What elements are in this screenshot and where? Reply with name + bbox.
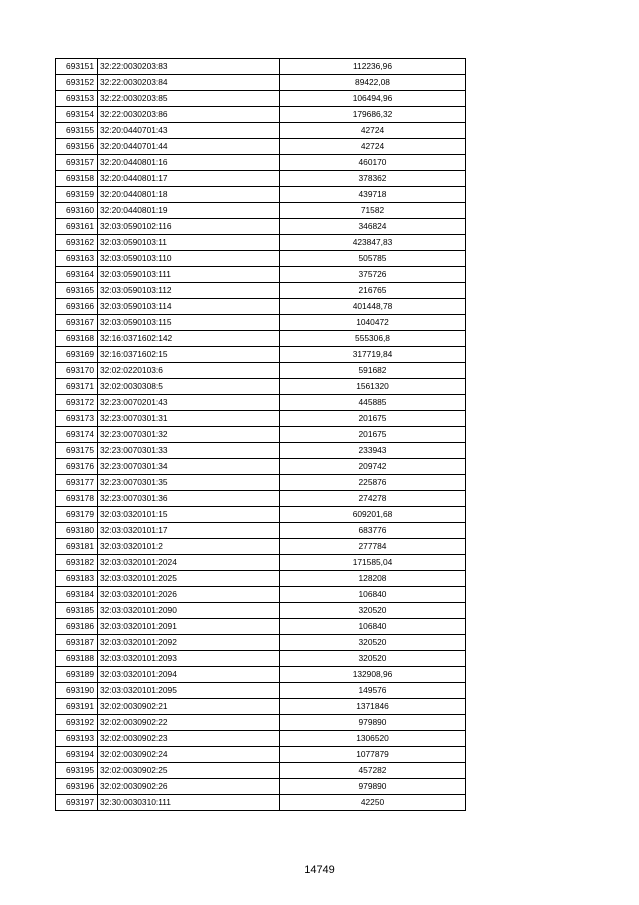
table-row (56, 299, 466, 315)
value-cell: 683776 (280, 523, 466, 539)
table-row (56, 667, 466, 683)
cadastral-number-cell: 32:20:0440701:44 (98, 139, 280, 155)
row-id-cell: 693194 (56, 747, 98, 763)
cadastral-number-cell: 32:23:0070301:32 (98, 427, 280, 443)
table-row (56, 315, 466, 331)
table-row (56, 795, 466, 811)
value-cell: 505785 (280, 251, 466, 267)
row-id-cell: 693188 (56, 651, 98, 667)
cadastral-number-cell: 32:02:0030902:25 (98, 763, 280, 779)
value-cell: 460170 (280, 155, 466, 171)
row-id-cell: 693197 (56, 795, 98, 811)
table-row (56, 171, 466, 187)
value-cell: 233943 (280, 443, 466, 459)
cadastral-value-table (55, 58, 466, 811)
cadastral-number-cell: 32:23:0070301:36 (98, 491, 280, 507)
value-cell: 401448,78 (280, 299, 466, 315)
row-id-cell: 693182 (56, 555, 98, 571)
cadastral-number-cell: 32:03:0320101:2025 (98, 571, 280, 587)
row-id-cell: 693180 (56, 523, 98, 539)
row-id-cell: 693187 (56, 635, 98, 651)
cadastral-number-cell: 32:03:0590102:116 (98, 219, 280, 235)
table-row (56, 763, 466, 779)
table-row (56, 267, 466, 283)
table-row (56, 475, 466, 491)
table-row (56, 347, 466, 363)
row-id-cell: 693157 (56, 155, 98, 171)
row-id-cell: 693162 (56, 235, 98, 251)
cadastral-number-cell: 32:23:0070301:31 (98, 411, 280, 427)
row-id-cell: 693179 (56, 507, 98, 523)
cadastral-number-cell: 32:03:0590103:110 (98, 251, 280, 267)
value-cell: 179686,32 (280, 107, 466, 123)
row-id-cell: 693186 (56, 619, 98, 635)
value-cell: 317719,84 (280, 347, 466, 363)
value-cell: 423847,83 (280, 235, 466, 251)
table-row (56, 251, 466, 267)
value-cell: 445885 (280, 395, 466, 411)
row-id-cell: 693176 (56, 459, 98, 475)
table-row (56, 619, 466, 635)
row-id-cell: 693172 (56, 395, 98, 411)
cadastral-number-cell: 32:02:0030902:21 (98, 699, 280, 715)
cadastral-number-cell: 32:30:0030310:111 (98, 795, 280, 811)
value-cell: 89422,08 (280, 75, 466, 91)
table-row (56, 395, 466, 411)
row-id-cell: 693169 (56, 347, 98, 363)
value-cell: 1306520 (280, 731, 466, 747)
cadastral-number-cell: 32:23:0070301:34 (98, 459, 280, 475)
table-row (56, 123, 466, 139)
table-row (56, 427, 466, 443)
row-id-cell: 693160 (56, 203, 98, 219)
row-id-cell: 693151 (56, 59, 98, 75)
value-cell: 71582 (280, 203, 466, 219)
cadastral-number-cell: 32:03:0320101:2091 (98, 619, 280, 635)
table-row (56, 443, 466, 459)
row-id-cell: 693161 (56, 219, 98, 235)
table-row (56, 203, 466, 219)
table-row (56, 235, 466, 251)
table-row (56, 555, 466, 571)
cadastral-number-cell: 32:03:0320101:2 (98, 539, 280, 555)
table-row (56, 731, 466, 747)
table-row (56, 603, 466, 619)
cadastral-number-cell: 32:03:0320101:2090 (98, 603, 280, 619)
value-cell: 439718 (280, 187, 466, 203)
value-cell: 277784 (280, 539, 466, 555)
value-cell: 320520 (280, 603, 466, 619)
table-row (56, 75, 466, 91)
table-row (56, 59, 466, 75)
value-cell: 225876 (280, 475, 466, 491)
cadastral-number-cell: 32:03:0590103:115 (98, 315, 280, 331)
value-cell: 1077879 (280, 747, 466, 763)
row-id-cell: 693165 (56, 283, 98, 299)
value-cell: 171585,04 (280, 555, 466, 571)
cadastral-number-cell: 32:16:0371602:142 (98, 331, 280, 347)
cadastral-number-cell: 32:23:0070201:43 (98, 395, 280, 411)
table-row (56, 651, 466, 667)
row-id-cell: 693191 (56, 699, 98, 715)
row-id-cell: 693190 (56, 683, 98, 699)
cadastral-number-cell: 32:02:0030902:23 (98, 731, 280, 747)
table-row (56, 459, 466, 475)
row-id-cell: 693163 (56, 251, 98, 267)
row-id-cell: 693167 (56, 315, 98, 331)
row-id-cell: 693171 (56, 379, 98, 395)
value-cell: 609201,68 (280, 507, 466, 523)
cadastral-number-cell: 32:22:0030203:86 (98, 107, 280, 123)
row-id-cell: 693178 (56, 491, 98, 507)
cadastral-number-cell: 32:16:0371602:15 (98, 347, 280, 363)
cadastral-number-cell: 32:02:0220103:6 (98, 363, 280, 379)
table-row (56, 779, 466, 795)
cadastral-number-cell: 32:20:0440801:16 (98, 155, 280, 171)
table-row (56, 747, 466, 763)
cadastral-number-cell: 32:03:0320101:2024 (98, 555, 280, 571)
row-id-cell: 693164 (56, 267, 98, 283)
row-id-cell: 693196 (56, 779, 98, 795)
cadastral-number-cell: 32:20:0440801:18 (98, 187, 280, 203)
value-cell: 216765 (280, 283, 466, 299)
cadastral-number-cell: 32:20:0440701:43 (98, 123, 280, 139)
row-id-cell: 693166 (56, 299, 98, 315)
table-row (56, 107, 466, 123)
value-cell: 149576 (280, 683, 466, 699)
value-cell: 201675 (280, 411, 466, 427)
cadastral-number-cell: 32:03:0320101:2094 (98, 667, 280, 683)
row-id-cell: 693159 (56, 187, 98, 203)
row-id-cell: 693174 (56, 427, 98, 443)
value-cell: 106840 (280, 587, 466, 603)
cadastral-number-cell: 32:03:0590103:11 (98, 235, 280, 251)
value-cell: 1561320 (280, 379, 466, 395)
value-cell: 457282 (280, 763, 466, 779)
row-id-cell: 693173 (56, 411, 98, 427)
table-row (56, 683, 466, 699)
value-cell: 201675 (280, 427, 466, 443)
value-cell: 106840 (280, 619, 466, 635)
value-cell: 42724 (280, 123, 466, 139)
table-row (56, 699, 466, 715)
value-cell: 42724 (280, 139, 466, 155)
table-row (56, 571, 466, 587)
value-cell: 591682 (280, 363, 466, 379)
row-id-cell: 693177 (56, 475, 98, 491)
value-cell: 128208 (280, 571, 466, 587)
cadastral-number-cell: 32:03:0320101:2095 (98, 683, 280, 699)
cadastral-number-cell: 32:03:0320101:17 (98, 523, 280, 539)
cadastral-number-cell: 32:22:0030203:85 (98, 91, 280, 107)
value-cell: 209742 (280, 459, 466, 475)
cadastral-number-cell: 32:02:0030902:26 (98, 779, 280, 795)
table-row (56, 491, 466, 507)
cadastral-number-cell: 32:03:0320101:2092 (98, 635, 280, 651)
table-row (56, 219, 466, 235)
cadastral-number-cell: 32:02:0030902:22 (98, 715, 280, 731)
value-cell: 979890 (280, 779, 466, 795)
table-row (56, 155, 466, 171)
table-row (56, 411, 466, 427)
table-row (56, 91, 466, 107)
table-row (56, 363, 466, 379)
table-body (56, 59, 466, 811)
value-cell: 979890 (280, 715, 466, 731)
cadastral-number-cell: 32:03:0590103:112 (98, 283, 280, 299)
value-cell: 555306,8 (280, 331, 466, 347)
value-cell: 132908,96 (280, 667, 466, 683)
table-row (56, 523, 466, 539)
cadastral-number-cell: 32:03:0590103:114 (98, 299, 280, 315)
row-id-cell: 693154 (56, 107, 98, 123)
value-cell: 375726 (280, 267, 466, 283)
cadastral-number-cell: 32:03:0320101:15 (98, 507, 280, 523)
cadastral-number-cell: 32:03:0320101:2093 (98, 651, 280, 667)
cadastral-number-cell: 32:02:0030902:24 (98, 747, 280, 763)
row-id-cell: 693192 (56, 715, 98, 731)
value-cell: 1040472 (280, 315, 466, 331)
table-row (56, 139, 466, 155)
cadastral-number-cell: 32:23:0070301:33 (98, 443, 280, 459)
value-cell: 346824 (280, 219, 466, 235)
table-row (56, 715, 466, 731)
page-number: 14749 (304, 864, 335, 876)
cadastral-number-cell: 32:23:0070301:35 (98, 475, 280, 491)
row-id-cell: 693153 (56, 91, 98, 107)
value-cell: 274278 (280, 491, 466, 507)
cadastral-number-cell: 32:03:0320101:2026 (98, 587, 280, 603)
row-id-cell: 693195 (56, 763, 98, 779)
row-id-cell: 693155 (56, 123, 98, 139)
table-row (56, 187, 466, 203)
table-row (56, 379, 466, 395)
table-row (56, 539, 466, 555)
row-id-cell: 693185 (56, 603, 98, 619)
value-cell: 112236,96 (280, 59, 466, 75)
row-id-cell: 693152 (56, 75, 98, 91)
cadastral-number-cell: 32:22:0030203:84 (98, 75, 280, 91)
value-cell: 378362 (280, 171, 466, 187)
row-id-cell: 693193 (56, 731, 98, 747)
row-id-cell: 693170 (56, 363, 98, 379)
table-row (56, 587, 466, 603)
row-id-cell: 693181 (56, 539, 98, 555)
value-cell: 106494,96 (280, 91, 466, 107)
row-id-cell: 693189 (56, 667, 98, 683)
row-id-cell: 693183 (56, 571, 98, 587)
value-cell: 320520 (280, 651, 466, 667)
row-id-cell: 693184 (56, 587, 98, 603)
cadastral-number-cell: 32:20:0440801:19 (98, 203, 280, 219)
table-row (56, 635, 466, 651)
cadastral-number-cell: 32:03:0590103:111 (98, 267, 280, 283)
row-id-cell: 693158 (56, 171, 98, 187)
cadastral-number-cell: 32:22:0030203:83 (98, 59, 280, 75)
table-row (56, 331, 466, 347)
row-id-cell: 693168 (56, 331, 98, 347)
cadastral-number-cell: 32:02:0030308:5 (98, 379, 280, 395)
table-row (56, 283, 466, 299)
table-row (56, 507, 466, 523)
row-id-cell: 693175 (56, 443, 98, 459)
value-cell: 42250 (280, 795, 466, 811)
value-cell: 320520 (280, 635, 466, 651)
row-id-cell: 693156 (56, 139, 98, 155)
cadastral-number-cell: 32:20:0440801:17 (98, 171, 280, 187)
value-cell: 1371846 (280, 699, 466, 715)
